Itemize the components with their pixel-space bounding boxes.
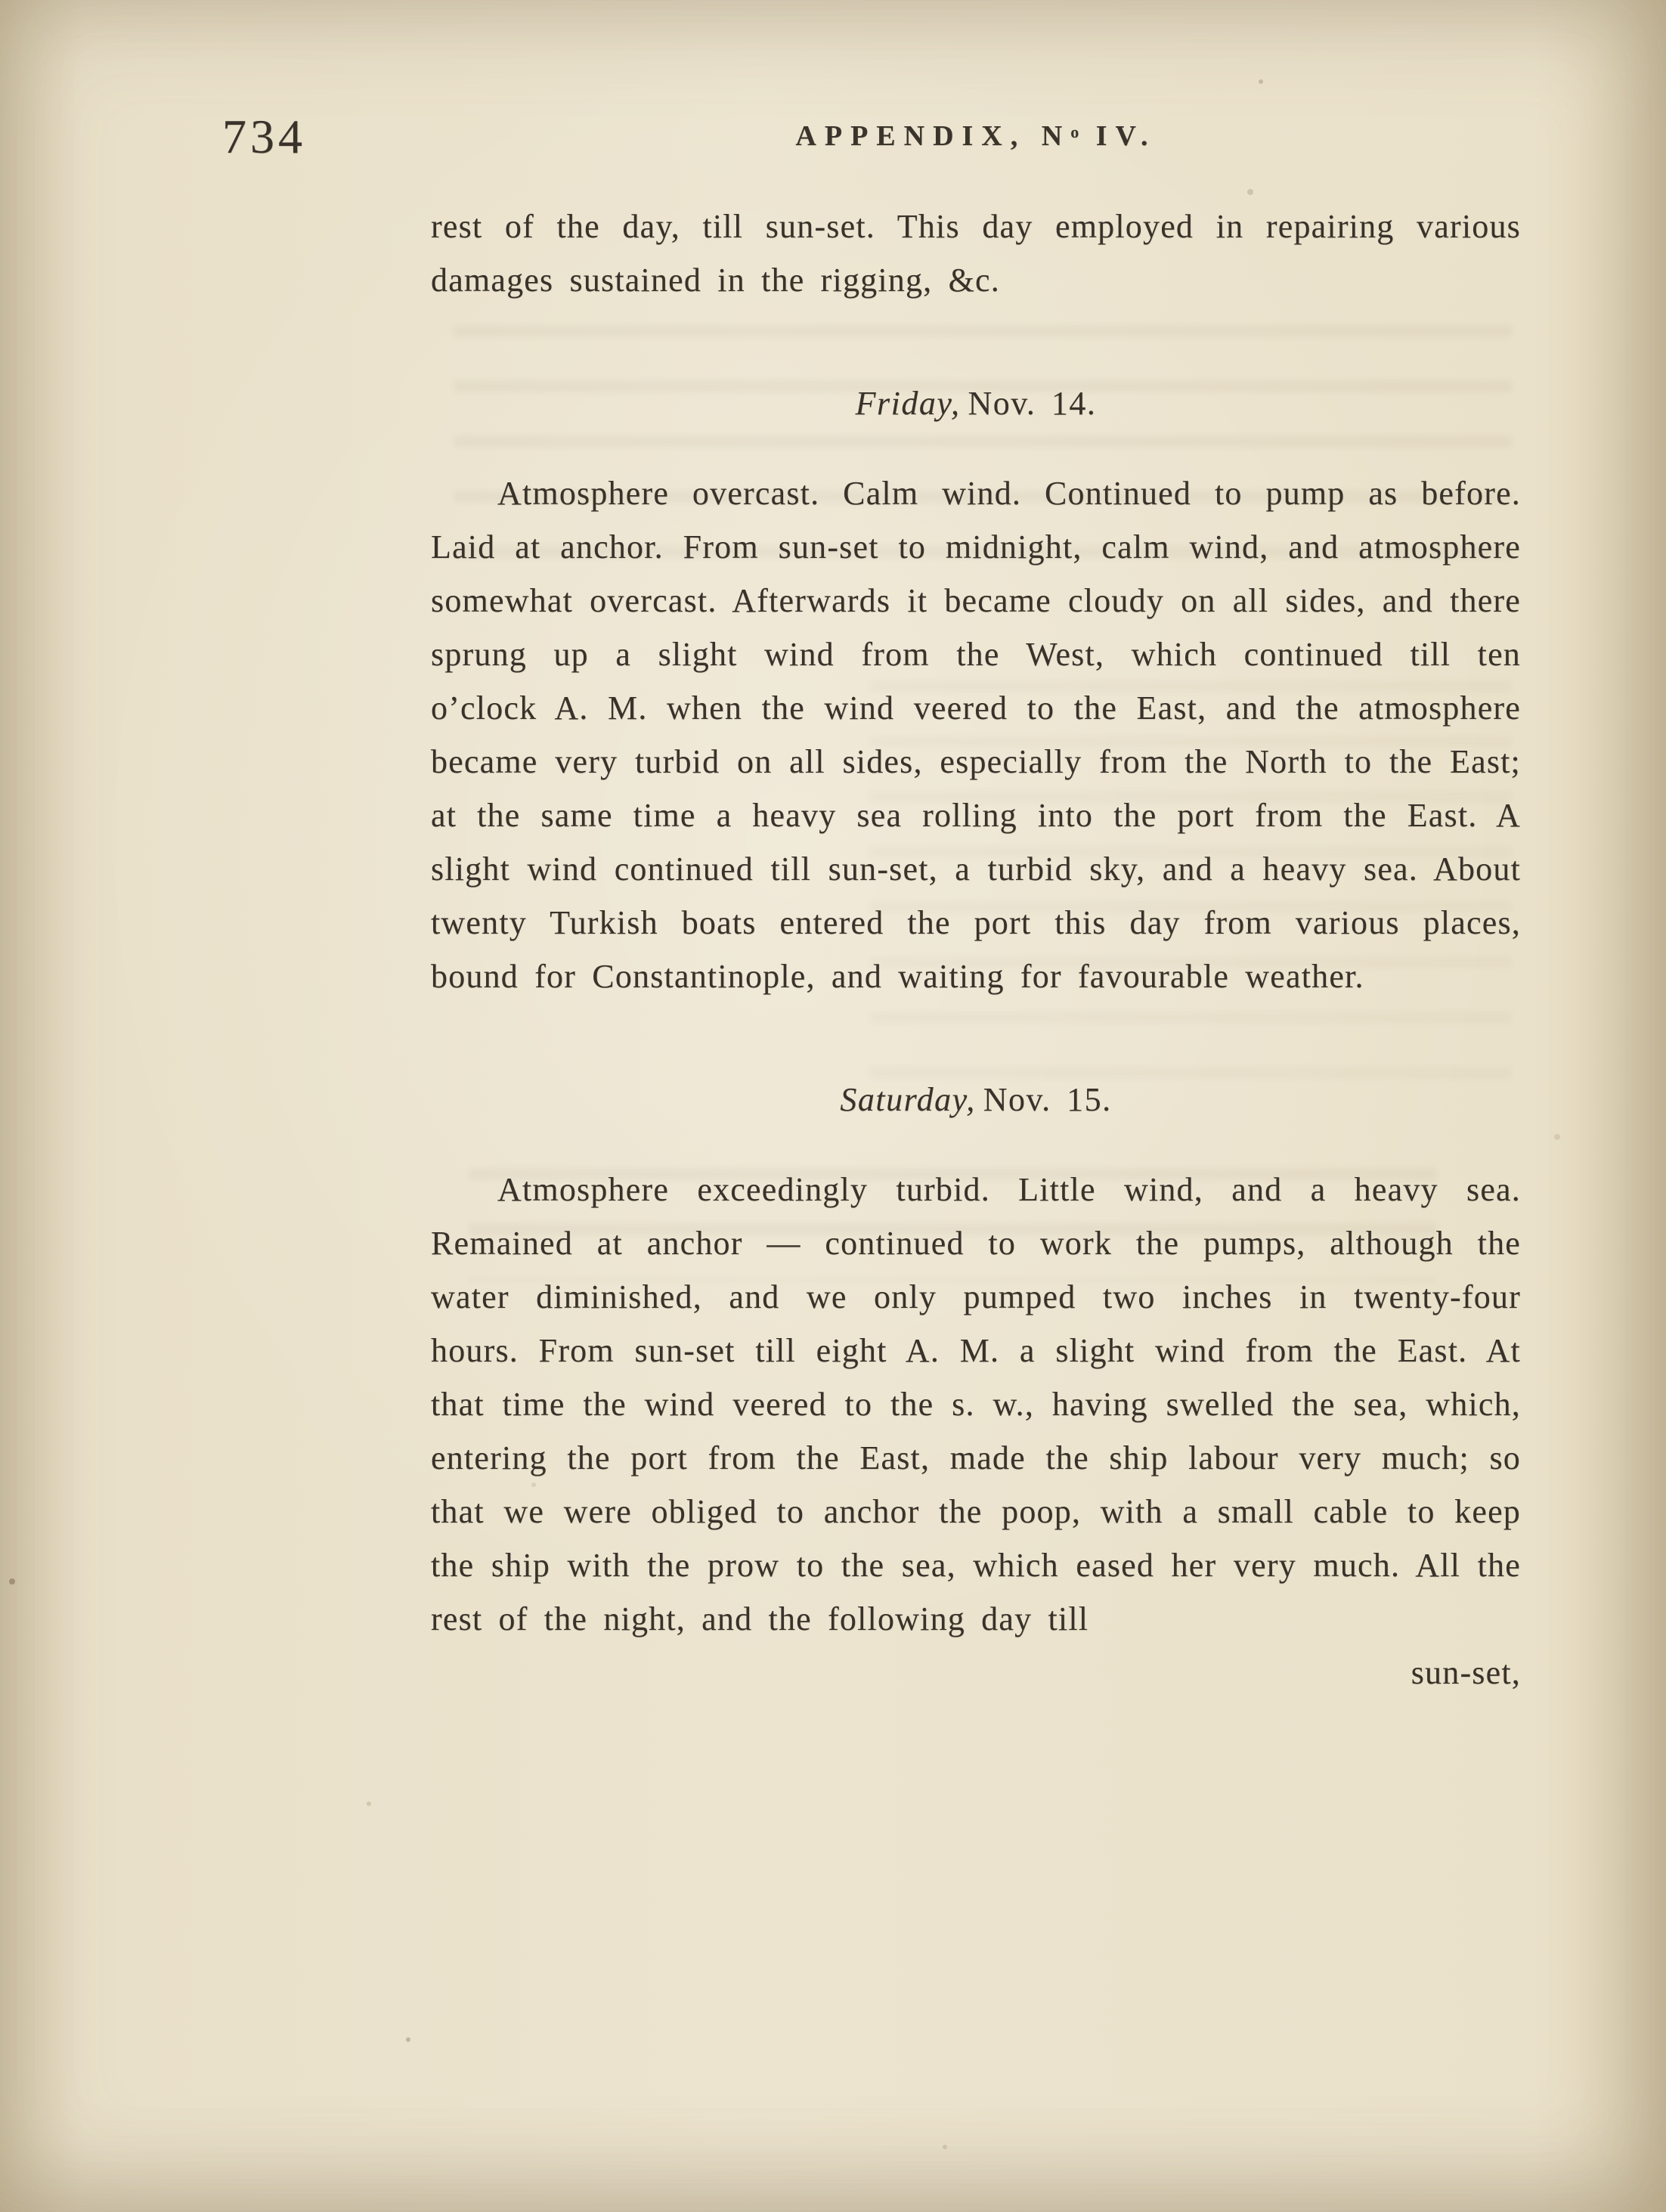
running-header: [431, 119, 1521, 153]
running-header-n: N: [1041, 120, 1071, 152]
page-number: 734: [222, 110, 306, 163]
paragraph-saturday-entry: Atmosphere exceedingly turbid. Little wind, and a heavy sea. Remained at anchor — continued to work the pumps, although the water diminished, and we only pumped two inches in twenty-four hours. From sun-set till eight A. M. a slight wind from the East. At that time the wind veered to the s. w., having swelled the sea, which, entering the port from the East, made the ship labour very much; so that we were obliged to anchor the poop, with a small cable to keep the ship with the prow to the sea, which eased her very much. All the rest of the night, and the following day till: [431, 1171, 1521, 1637]
section-heading-saturday: [431, 1080, 1521, 1119]
heading-day-name: Saturday,: [840, 1081, 976, 1118]
heading-day-name: Friday,: [855, 385, 961, 422]
text-column: [431, 119, 1521, 1699]
catchword: sun-set,: [1411, 1654, 1521, 1691]
running-header-word: APPENDIX,: [795, 120, 1027, 152]
heading-date: Nov. 15.: [983, 1081, 1112, 1118]
running-header-ordinal: o: [1070, 122, 1081, 142]
heading-date: Nov. 14.: [968, 385, 1097, 422]
running-header-numeral: IV.: [1095, 120, 1157, 152]
paragraph-friday-entry: Atmosphere overcast. Calm wind. Continued to pump as before. Laid at anchor. From sun-set to midnight, calm wind, and atmosphere somewhat overcast. Afterwards it became cloudy on all sides, and there sprung up a slight wind from the West, which continued till ten o’clock A. M. when the wind veered to the East, and the atmosphere became very turbid on all sides, especially from the North to the East; at the same time a heavy sea rolling into the port from the East. A slight wind continued till sun-set, a turbid sky, and a heavy sea. About twenty Turkish boats entered the port this day from various places, bound for Constantinople, and waiting for favourable weather.: [431, 475, 1521, 995]
section-heading-friday: [431, 384, 1521, 423]
paragraph-continuation: rest of the day, till sun-set. This day employed in repairing various damages sustained in the rigging, &c.: [431, 208, 1521, 299]
